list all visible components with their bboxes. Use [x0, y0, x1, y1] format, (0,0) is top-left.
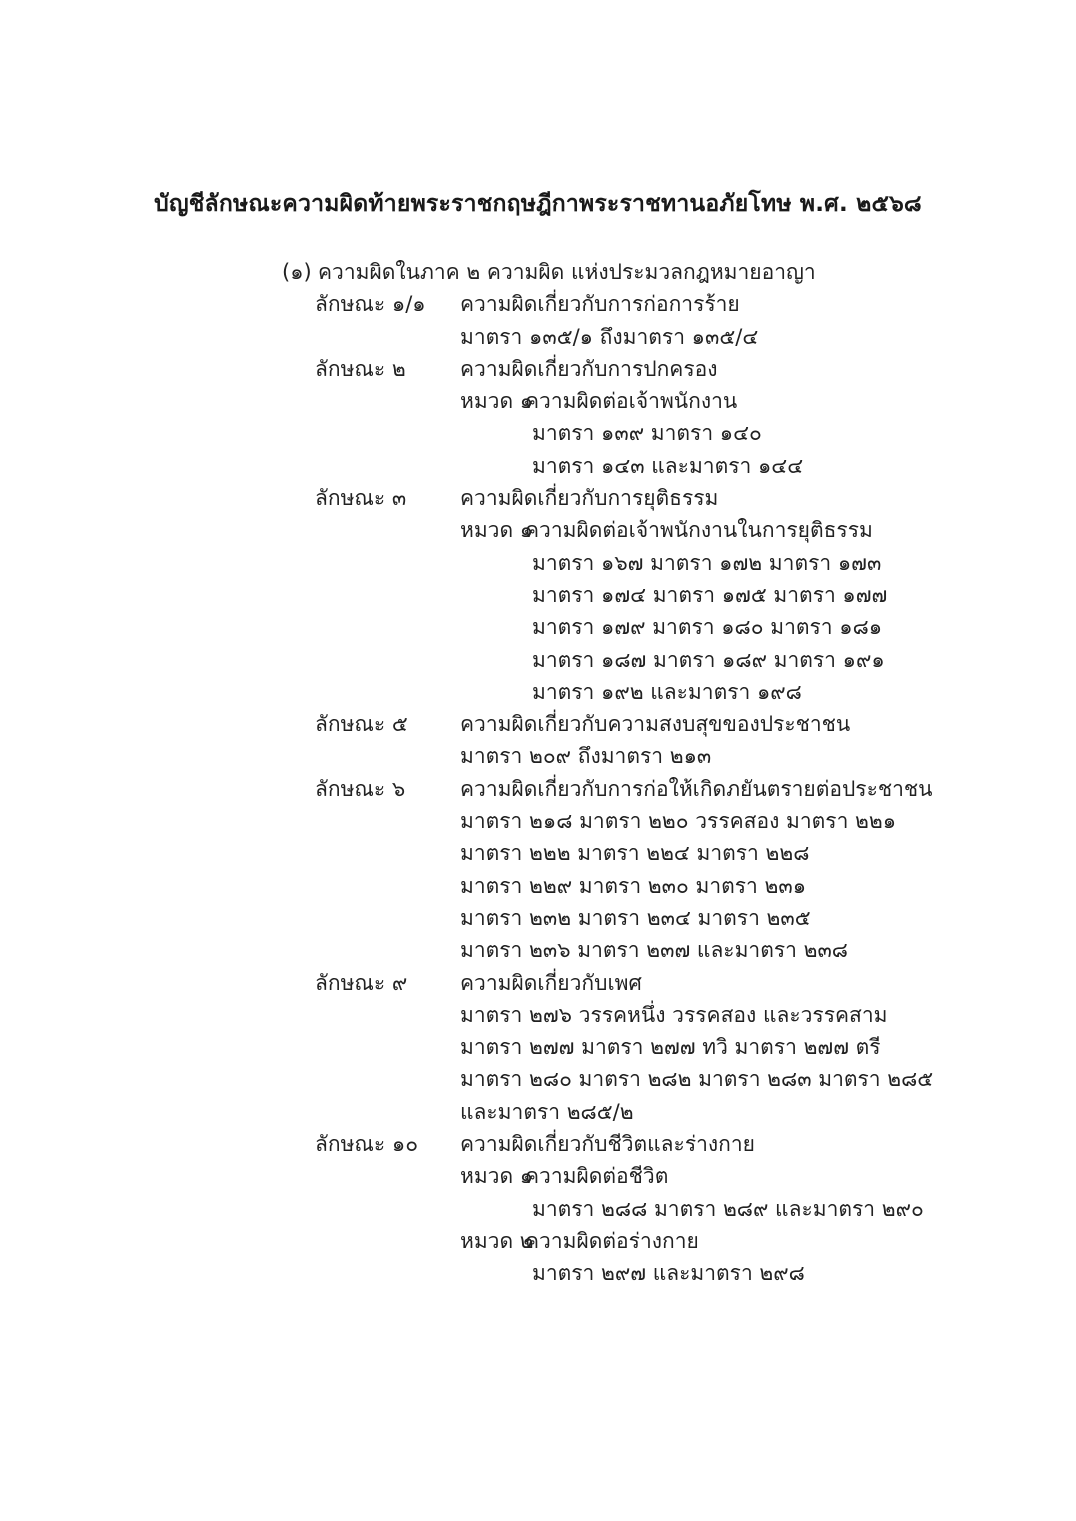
chapter-row — [280, 515, 1040, 547]
articles-row — [280, 1000, 1040, 1032]
list-item-row — [280, 257, 1040, 289]
section-title: ความผิดเกี่ยวกับการปกครอง — [460, 356, 718, 381]
articles-sub-row — [280, 612, 1040, 644]
section-row — [280, 968, 1040, 1000]
articles-sub-row — [280, 1258, 1040, 1290]
articles-line: มาตรา ๒๘๐ มาตรา ๒๘๒ มาตรา ๒๘๓ มาตรา ๒๘๕ — [460, 1067, 934, 1092]
section-label: ลักษณะ ๒ — [315, 356, 406, 381]
articles-line: มาตรา ๑๔๓ และมาตรา ๑๔๔ — [532, 453, 804, 478]
articles-line: มาตรา ๑๗๔ มาตรา ๑๗๕ มาตรา ๑๗๗ — [532, 582, 888, 607]
articles-row — [280, 935, 1040, 967]
chapter-title: ความผิดต่อชีวิต — [525, 1164, 669, 1189]
articles-line: มาตรา ๒๗๖ วรรคหนึ่ง วรรคสอง และวรรคสาม — [460, 1002, 888, 1027]
articles-row — [280, 1032, 1040, 1064]
section-label: ลักษณะ ๓ — [315, 486, 407, 511]
section-label: ลักษณะ ๑/๑ — [315, 292, 426, 317]
articles-line: มาตรา ๑๙๒ และมาตรา ๑๙๘ — [532, 679, 802, 704]
chapter-title: ความผิดต่อเจ้าพนักงานในการยุติธรรม — [525, 518, 873, 543]
section-label: ลักษณะ ๖ — [315, 776, 406, 801]
articles-row — [280, 1064, 1040, 1096]
section-title: ความผิดเกี่ยวกับการก่อการร้าย — [460, 292, 740, 317]
articles-sub-row — [280, 548, 1040, 580]
section-row — [280, 354, 1040, 386]
section-row — [280, 483, 1040, 515]
chapter-row — [280, 1226, 1040, 1258]
articles-line: และมาตรา ๒๘๕/๒ — [460, 1099, 634, 1124]
articles-row — [280, 1097, 1040, 1129]
chapter-label: หมวด ๑ — [460, 389, 534, 414]
section-row — [280, 1129, 1040, 1161]
chapter-title: ความผิดต่อร่างกาย — [525, 1228, 699, 1253]
offense-list — [280, 257, 1040, 1291]
page-title: บัญชีลักษณะความผิดท้ายพระราชกฤษฎีกาพระราชทานอภัยโทษ พ.ศ. ๒๕๖๘ — [154, 191, 922, 217]
item-number: (๑) — [282, 260, 312, 284]
articles-row — [280, 903, 1040, 935]
articles-row — [280, 838, 1040, 870]
articles-line: มาตรา ๑๖๗ มาตรา ๑๗๒ มาตรา ๑๗๓ — [532, 550, 882, 575]
articles-line: มาตรา ๑๘๗ มาตรา ๑๘๙ มาตรา ๑๙๑ — [532, 647, 885, 672]
chapter-row — [280, 1161, 1040, 1193]
articles-line: มาตรา ๒๘๘ มาตรา ๒๘๙ และมาตรา ๒๙๐ — [532, 1196, 924, 1221]
articles-row — [280, 322, 1040, 354]
section-row — [280, 774, 1040, 806]
articles-row — [280, 806, 1040, 838]
chapter-label: หมวด ๑ — [460, 1164, 534, 1189]
articles-sub-row — [280, 645, 1040, 677]
articles-line: มาตรา ๒๗๗ มาตรา ๒๗๗ ทวิ มาตรา ๒๗๗ ตรี — [460, 1035, 881, 1060]
articles-row — [280, 741, 1040, 773]
articles-sub-row — [280, 451, 1040, 483]
section-title: ความผิดเกี่ยวกับการก่อให้เกิดภยันตรายต่อประชาชน — [460, 776, 933, 801]
articles-line: มาตรา ๒๓๒ มาตรา ๒๓๔ มาตรา ๒๓๕ — [460, 905, 811, 930]
articles-line: มาตรา ๒๙๗ และมาตรา ๒๙๘ — [532, 1261, 805, 1286]
articles-row — [280, 871, 1040, 903]
chapter-row — [280, 386, 1040, 418]
section-label: ลักษณะ ๑๐ — [315, 1132, 419, 1157]
item-text: ความผิดในภาค ๒ ความผิด แห่งประมวลกฎหมายอาญา — [318, 260, 816, 284]
articles-line: มาตรา ๑๓๕/๑ ถึงมาตรา ๑๓๕/๔ — [460, 324, 759, 349]
section-title: ความผิดเกี่ยวกับความสงบสุขของประชาชน — [460, 712, 851, 737]
articles-sub-row — [280, 418, 1040, 450]
chapter-title: ความผิดต่อเจ้าพนักงาน — [525, 389, 738, 414]
section-row — [280, 289, 1040, 321]
articles-line: มาตรา ๒๓๖ มาตรา ๒๓๗ และมาตรา ๒๓๘ — [460, 938, 849, 963]
articles-sub-row — [280, 677, 1040, 709]
articles-line: มาตรา ๑๓๙ มาตรา ๑๔๐ — [532, 421, 762, 446]
articles-line: มาตรา ๒๑๘ มาตรา ๒๒๐ วรรคสอง มาตรา ๒๒๑ — [460, 809, 897, 834]
section-label: ลักษณะ ๙ — [315, 970, 408, 995]
chapter-label: หมวด ๑ — [460, 518, 534, 543]
articles-line: มาตรา ๒๒๙ มาตรา ๒๓๐ มาตรา ๒๓๑ — [460, 873, 807, 898]
articles-sub-row — [280, 580, 1040, 612]
chapter-label: หมวด ๒ — [460, 1228, 534, 1253]
articles-line: มาตรา ๑๗๙ มาตรา ๑๘๐ มาตรา ๑๘๑ — [532, 615, 883, 640]
articles-line: มาตรา ๒๐๙ ถึงมาตรา ๒๑๓ — [460, 744, 712, 769]
section-row — [280, 709, 1040, 741]
articles-line: มาตรา ๒๒๒ มาตรา ๒๒๔ มาตรา ๒๒๘ — [460, 841, 810, 866]
section-title: ความผิดเกี่ยวกับเพศ — [460, 970, 642, 995]
section-title: ความผิดเกี่ยวกับชีวิตและร่างกาย — [460, 1132, 755, 1157]
articles-sub-row — [280, 1194, 1040, 1226]
section-label: ลักษณะ ๕ — [315, 712, 408, 737]
section-title: ความผิดเกี่ยวกับการยุติธรรม — [460, 486, 719, 511]
